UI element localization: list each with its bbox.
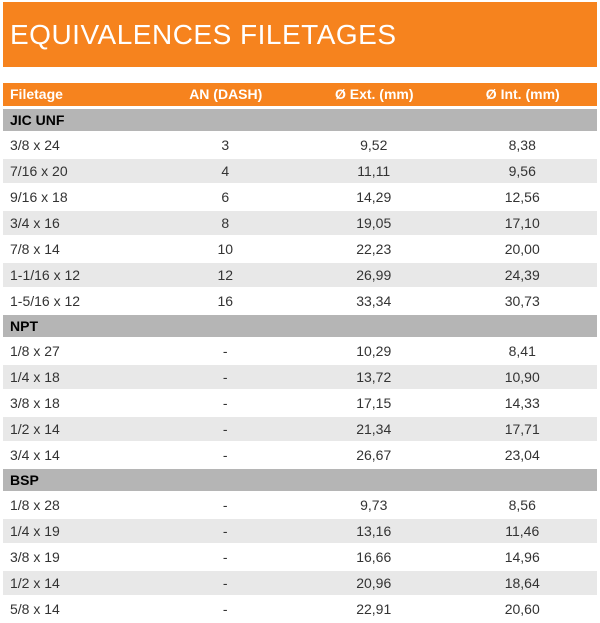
cell-int-mm: 10,90 [449,364,598,390]
cell-an-dash: - [152,364,301,390]
banner-spacer [3,67,597,83]
cell-filetage: 3/4 x 14 [3,442,152,468]
table-row [3,596,597,622]
cell-filetage: 1/2 x 14 [3,416,152,442]
cell-int-mm: 17,10 [449,210,598,236]
cell-int-mm: 14,33 [449,390,598,416]
page-title: EQUIVALENCES FILETAGES [10,18,397,50]
cell-filetage: 1-5/16 x 12 [3,288,152,314]
cell-filetage: 1/4 x 19 [3,518,152,544]
column-header-int-mm: Ø Int. (mm) [449,83,598,107]
cell-filetage: 1/8 x 28 [3,492,152,518]
cell-ext-mm: 13,72 [300,364,449,390]
table-row [3,236,597,262]
cell-int-mm: 24,39 [449,262,598,288]
column-header-ext-mm: Ø Ext. (mm) [300,83,449,107]
table-row [3,210,597,236]
cell-filetage: 1/8 x 27 [3,338,152,364]
table-row [3,390,597,416]
section-label: JIC UNF [3,107,597,132]
cell-int-mm: 20,00 [449,236,598,262]
section-row [3,468,597,492]
table-header [3,83,597,107]
cell-filetage: 9/16 x 18 [3,184,152,210]
section-row [3,107,597,132]
cell-int-mm: 12,56 [449,184,598,210]
table-row [3,338,597,364]
cell-filetage: 7/8 x 14 [3,236,152,262]
table-row [3,364,597,390]
table-row [3,518,597,544]
cell-ext-mm: 22,23 [300,236,449,262]
cell-ext-mm: 26,99 [300,262,449,288]
section-row [3,314,597,338]
cell-ext-mm: 9,73 [300,492,449,518]
cell-ext-mm: 9,52 [300,132,449,158]
cell-an-dash: - [152,570,301,596]
cell-filetage: 1-1/16 x 12 [3,262,152,288]
cell-an-dash: - [152,518,301,544]
column-header-an-dash: AN (DASH) [152,83,301,107]
table-row [3,158,597,184]
cell-filetage: 3/4 x 16 [3,210,152,236]
table-row [3,288,597,314]
cell-an-dash: 4 [152,158,301,184]
cell-int-mm: 20,60 [449,596,598,622]
cell-int-mm: 23,04 [449,442,598,468]
cell-an-dash: - [152,492,301,518]
cell-int-mm: 8,38 [449,132,598,158]
cell-filetage: 1/4 x 18 [3,364,152,390]
cell-an-dash: 10 [152,236,301,262]
table-row [3,544,597,570]
cell-an-dash: - [152,544,301,570]
thread-equivalence-table [3,83,597,623]
cell-filetage: 3/8 x 24 [3,132,152,158]
cell-an-dash: 3 [152,132,301,158]
title-banner [3,2,597,67]
cell-int-mm: 11,46 [449,518,598,544]
cell-ext-mm: 11,11 [300,158,449,184]
cell-int-mm: 18,64 [449,570,598,596]
cell-filetage: 5/8 x 14 [3,596,152,622]
cell-an-dash: 12 [152,262,301,288]
table-row [3,570,597,596]
cell-int-mm: 8,56 [449,492,598,518]
cell-int-mm: 30,73 [449,288,598,314]
table-row [3,184,597,210]
cell-ext-mm: 20,96 [300,570,449,596]
cell-ext-mm: 17,15 [300,390,449,416]
column-header-filetage: Filetage [3,83,152,107]
cell-ext-mm: 26,67 [300,442,449,468]
cell-an-dash: 6 [152,184,301,210]
cell-ext-mm: 10,29 [300,338,449,364]
section-label: NPT [3,314,597,338]
cell-filetage: 1/2 x 14 [3,570,152,596]
table-row [3,442,597,468]
table-header-row [3,83,597,107]
cell-an-dash: - [152,338,301,364]
cell-an-dash: - [152,416,301,442]
cell-an-dash: 8 [152,210,301,236]
cell-ext-mm: 21,34 [300,416,449,442]
cell-ext-mm: 19,05 [300,210,449,236]
cell-filetage: 7/16 x 20 [3,158,152,184]
section-label: BSP [3,468,597,492]
table-row [3,416,597,442]
cell-filetage: 3/8 x 19 [3,544,152,570]
cell-an-dash: - [152,596,301,622]
cell-ext-mm: 13,16 [300,518,449,544]
cell-int-mm: 9,56 [449,158,598,184]
cell-int-mm: 8,41 [449,338,598,364]
cell-filetage: 3/8 x 18 [3,390,152,416]
cell-an-dash: - [152,390,301,416]
cell-an-dash: - [152,442,301,468]
table-row [3,492,597,518]
cell-int-mm: 17,71 [449,416,598,442]
table-row [3,262,597,288]
table-body [3,107,597,622]
cell-int-mm: 14,96 [449,544,598,570]
cell-ext-mm: 16,66 [300,544,449,570]
cell-ext-mm: 33,34 [300,288,449,314]
cell-ext-mm: 22,91 [300,596,449,622]
cell-ext-mm: 14,29 [300,184,449,210]
cell-an-dash: 16 [152,288,301,314]
table-row [3,132,597,158]
